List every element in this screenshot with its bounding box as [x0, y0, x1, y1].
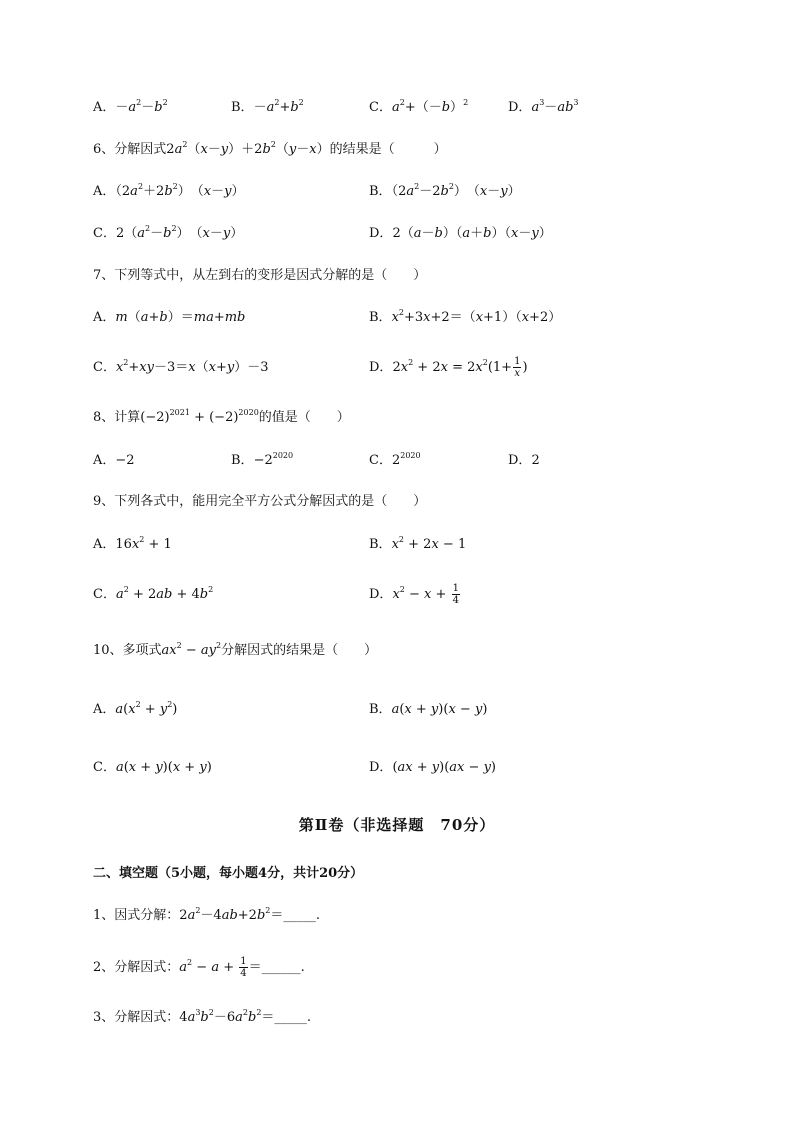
q6-option-a-label: A．	[93, 184, 116, 199]
q8-stem-suffix: 的值是（ ）	[258, 410, 350, 425]
fill-q3[interactable]	[93, 1008, 311, 1028]
q10-option-b[interactable]	[369, 700, 487, 720]
fraction: $\frac{1}{4}$	[452, 583, 459, 606]
q5-option-b-expr: $-a^2+b^2$	[253, 98, 304, 115]
q9-option-d[interactable]	[369, 579, 461, 611]
q9-option-b-label: B．	[369, 537, 392, 552]
q5-option-c-expr: $a^2+(-b)^2$	[391, 98, 469, 115]
q6-option-c-expr: $2(a^2-b^2)$ （x－y）	[115, 224, 244, 241]
q10-option-c[interactable]	[93, 758, 212, 778]
q5-option-d[interactable]	[508, 98, 578, 118]
q7-option-b-expr: $x^2+3x+2=(x+1)(x+2)$	[391, 308, 562, 325]
part-heading: 二、填空题（5小题，每小题4分，共计20分）	[93, 866, 364, 881]
q5-option-b[interactable]	[231, 98, 304, 118]
q7-option-a-expr: m（a+b）＝ma+mb	[115, 310, 246, 325]
q5-option-c-label: C．	[369, 100, 392, 115]
q9-option-d-expr: $x^2 - x$ + $\frac{1}{4}$	[392, 583, 459, 606]
q10-option-d-expr: (ax + y)(ax − y)	[392, 760, 496, 775]
fraction: $\frac{1}{4}$	[240, 956, 247, 979]
q10-option-a-label: A．	[93, 702, 116, 717]
q5-option-c[interactable]	[369, 98, 468, 118]
q8-stem-prefix: 8、计算	[93, 410, 141, 425]
q10-option-c-expr: a(x + y)(x + y)	[115, 760, 212, 775]
q6-option-d[interactable]	[369, 224, 552, 244]
fraction: $\frac{1}{x}$	[514, 356, 521, 379]
q8-option-b-label: B．	[231, 453, 254, 468]
q6-option-b[interactable]	[369, 182, 521, 202]
q6-option-b-expr: $(2a^2-2b^2)$ （x－y）	[391, 182, 521, 199]
fill-q1-prefix: 1、因式分解：	[93, 908, 180, 923]
q8-option-c-expr: $2^{2020}$	[391, 451, 421, 468]
fill-q2-prefix: 2、分解因式：	[93, 960, 180, 975]
q8-stem-expr: $(-2)^{2021} + (-2)^{2020}$	[140, 408, 259, 425]
q9-option-a[interactable]	[93, 535, 172, 555]
q10-stem	[93, 641, 377, 661]
q10-option-b-label: B．	[369, 702, 392, 717]
q7-option-c-expr: $x^2+xy-3=x(x+y)-3$	[115, 358, 269, 375]
q8-option-d-value: 2	[531, 453, 540, 468]
fill-q3-prefix: 3、分解因式：	[93, 1010, 180, 1025]
q7-option-c-label: C．	[93, 360, 116, 375]
q10-option-a[interactable]	[93, 700, 177, 720]
q10-option-d-label: D．	[369, 760, 393, 775]
q10-option-a-expr: $a(x^2 + y^2)$	[115, 700, 178, 717]
q8-option-a-label: A．	[93, 453, 116, 468]
fill-q1-expr: $2a^2-4ab+2b^2$	[179, 906, 271, 923]
q9-stem: 9、下列各式中，能用完全平方公式分解因式的是（ ）	[93, 494, 427, 509]
q5-option-a[interactable]	[93, 98, 168, 118]
q6-option-b-label: B．	[369, 184, 392, 199]
q7-option-d-expr: $2x^2 + 2x = 2x^2(1+$ $\frac{1}{x}$ )	[392, 356, 528, 379]
q7-option-c[interactable]	[93, 358, 269, 378]
q6-option-a-expr: $(2a^2+2b^2)$ （x－y）	[115, 182, 245, 199]
q10-stem-prefix: 10、多项式	[93, 643, 162, 658]
q9-option-d-label: D．	[369, 587, 393, 602]
q9-option-a-expr: $16x^2 + 1$	[115, 535, 172, 552]
q8-stem	[93, 408, 350, 428]
q9-option-b-expr: $x^2 + 2x - 1$	[391, 535, 467, 552]
q7-option-a-label: A．	[93, 310, 116, 325]
fill-q1-blank: ＝_____.	[270, 908, 321, 923]
q7-option-a[interactable]	[93, 308, 245, 328]
q8-option-a[interactable]	[93, 451, 135, 471]
q8-option-c-label: C．	[369, 453, 392, 468]
q6-stem-suffix: 的结果是（ ）	[329, 142, 447, 157]
q8-option-a-value: −2	[115, 453, 135, 468]
q5-option-a-expr: $-a^2-b^2$	[115, 98, 168, 115]
q6-stem-prefix: 6、分解因式	[93, 142, 167, 157]
fill-q2[interactable]	[93, 952, 305, 984]
q6-option-d-expr: 2（a－b）（a＋b）（x－y）	[392, 226, 552, 241]
q9-option-c-label: C．	[93, 587, 116, 602]
q5-option-d-label: D．	[508, 100, 532, 115]
q7-option-b[interactable]	[369, 308, 561, 328]
q9-option-b[interactable]	[369, 535, 466, 555]
q8-option-c[interactable]	[369, 451, 421, 471]
q6-stem-expr: $2a^2(x-y)+2b^2(y-x)$	[166, 140, 330, 157]
q8-option-d-label: D．	[508, 453, 532, 468]
q6-option-d-label: D．	[369, 226, 393, 241]
q5-option-b-label: B．	[231, 100, 254, 115]
q7-option-b-label: B．	[369, 310, 392, 325]
q9-option-c-expr: $a^2 + 2ab + 4b^2$	[115, 585, 214, 602]
q10-option-b-expr: a(x + y)(x − y)	[391, 702, 488, 717]
fill-q1[interactable]	[93, 906, 320, 926]
q7-option-d-label: D．	[369, 360, 393, 375]
q10-stem-suffix: 分解因式的结果是（ ）	[221, 643, 378, 658]
q6-option-c[interactable]	[93, 224, 243, 244]
q8-option-b[interactable]	[231, 451, 293, 471]
q10-option-c-label: C．	[93, 760, 116, 775]
q5-option-d-expr: $a^3-ab^3$	[531, 98, 579, 115]
q6-stem	[93, 140, 447, 160]
q5-option-a-label: A．	[93, 100, 116, 115]
q8-option-b-expr: $-2^{2020}$	[253, 451, 294, 468]
q6-option-c-label: C．	[93, 226, 116, 241]
q10-stem-expr: $ax^2 - ay^2$	[161, 641, 222, 658]
fill-q3-expr: $4a^3b^2-6a^2b^2$	[179, 1008, 262, 1025]
q9-option-a-label: A．	[93, 537, 116, 552]
fill-q2-expr: $a^2 - a$ + $\frac{1}{4}$	[179, 956, 247, 979]
q7-stem: 7、下列等式中，从左到右的变形是因式分解的是（ ）	[93, 268, 427, 283]
fill-q2-blank: ＝______.	[248, 960, 305, 975]
q8-option-d[interactable]	[508, 451, 540, 471]
fill-q3-blank: ＝_____.	[261, 1010, 312, 1025]
section-title: 第Ⅱ卷（非选择题 70分）	[298, 816, 496, 834]
q6-option-a[interactable]	[93, 182, 244, 202]
q7-option-d[interactable]	[369, 352, 528, 384]
q10-option-d[interactable]	[369, 758, 496, 778]
q9-option-c[interactable]	[93, 585, 213, 605]
